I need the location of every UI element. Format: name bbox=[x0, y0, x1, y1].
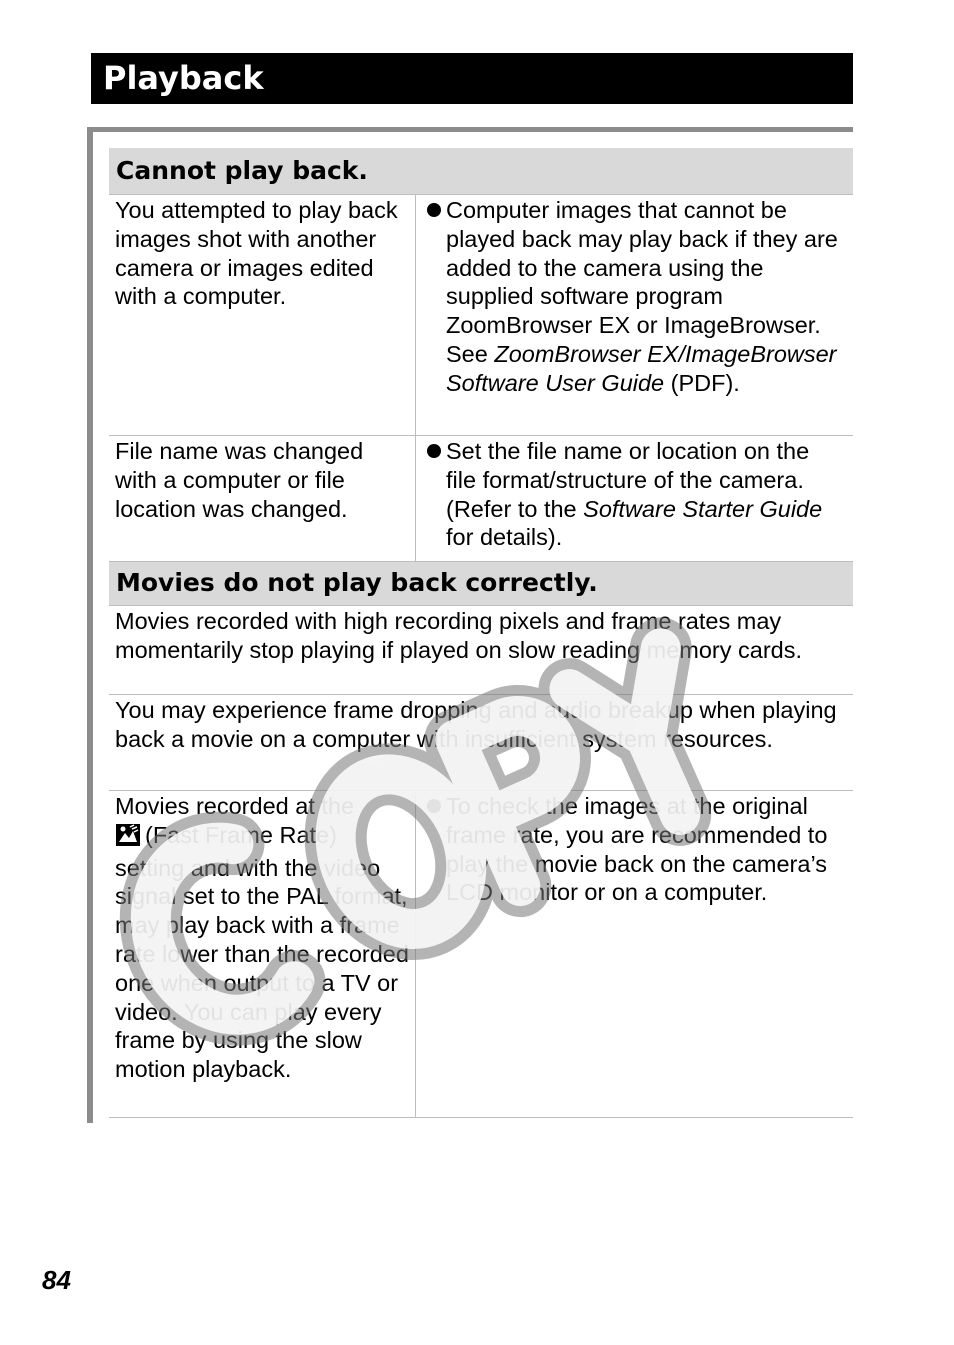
table-row bbox=[109, 436, 853, 562]
remedy-cell bbox=[416, 436, 853, 561]
cause-cell: File name was changed with a computer or file location was changed. bbox=[109, 436, 416, 561]
fast-frame-rate-icon bbox=[115, 823, 141, 854]
table-row bbox=[109, 791, 853, 1118]
table-row bbox=[109, 195, 853, 436]
remedy-text bbox=[446, 196, 843, 430]
table-frame-left bbox=[87, 127, 93, 1123]
cause-cell: You attempted to play back images shot with another camera or images edited with a computer. bbox=[109, 195, 416, 435]
section-heading-text: Cannot play back. bbox=[116, 156, 368, 185]
section-heading-movies bbox=[109, 562, 853, 606]
remedy-text: To check the images at the original frame rate, you are recommended to play the movie back on the camera’s LCD monitor or on a computer. bbox=[446, 793, 828, 906]
manual-title: Software Starter Guide bbox=[583, 495, 823, 522]
remedy-text-part: Set the file name or location on the file format/structure of the camera. (Refer to the bbox=[446, 438, 810, 522]
note-row: Movies recorded with high recording pixels and frame rates may momentarily stop playing if played on slow reading memory cards. bbox=[109, 606, 853, 695]
section-heading-cannot-play-back bbox=[109, 148, 853, 195]
manual-title: ZoomBrowser EX/ImageBrowser Software User Guide bbox=[446, 340, 837, 396]
cause-text-part: (Fast Frame Rate) setting and with the video signal set to the PAL format, may play back with a frame rate lower than the recorded one when output to a TV or video. You can play every frame by using the slow motion playback. bbox=[115, 821, 409, 1083]
cause-cell bbox=[109, 791, 416, 1117]
remedy-text-part: (PDF). bbox=[664, 369, 740, 396]
remedy-cell bbox=[416, 195, 853, 435]
table-frame-top bbox=[87, 127, 853, 132]
section-heading-text: Movies do not play back correctly. bbox=[116, 568, 598, 597]
cause-text-part: Movies recorded at the bbox=[115, 793, 355, 819]
note-row: You may experience frame dropping and audio breakup when playing back a movie on a computer with insufficient system resources. bbox=[109, 695, 853, 791]
remedy-text-part: Computer images that cannot be played back may play back if they are added to the camera using the supplied software program ZoomBrowser EX or ImageBrowser. See bbox=[446, 197, 838, 367]
page-title-bar bbox=[91, 53, 853, 104]
remedy-text-part: for details). bbox=[446, 524, 563, 551]
troubleshooting-table bbox=[109, 148, 853, 1118]
bullet-icon bbox=[425, 196, 446, 430]
bullet-icon bbox=[425, 792, 446, 1112]
bullet-icon bbox=[425, 437, 446, 556]
page-number: 84 bbox=[42, 1265, 71, 1295]
remedy-text bbox=[446, 437, 843, 556]
remedy-cell bbox=[416, 791, 853, 1117]
page-title: Playback bbox=[103, 59, 264, 97]
